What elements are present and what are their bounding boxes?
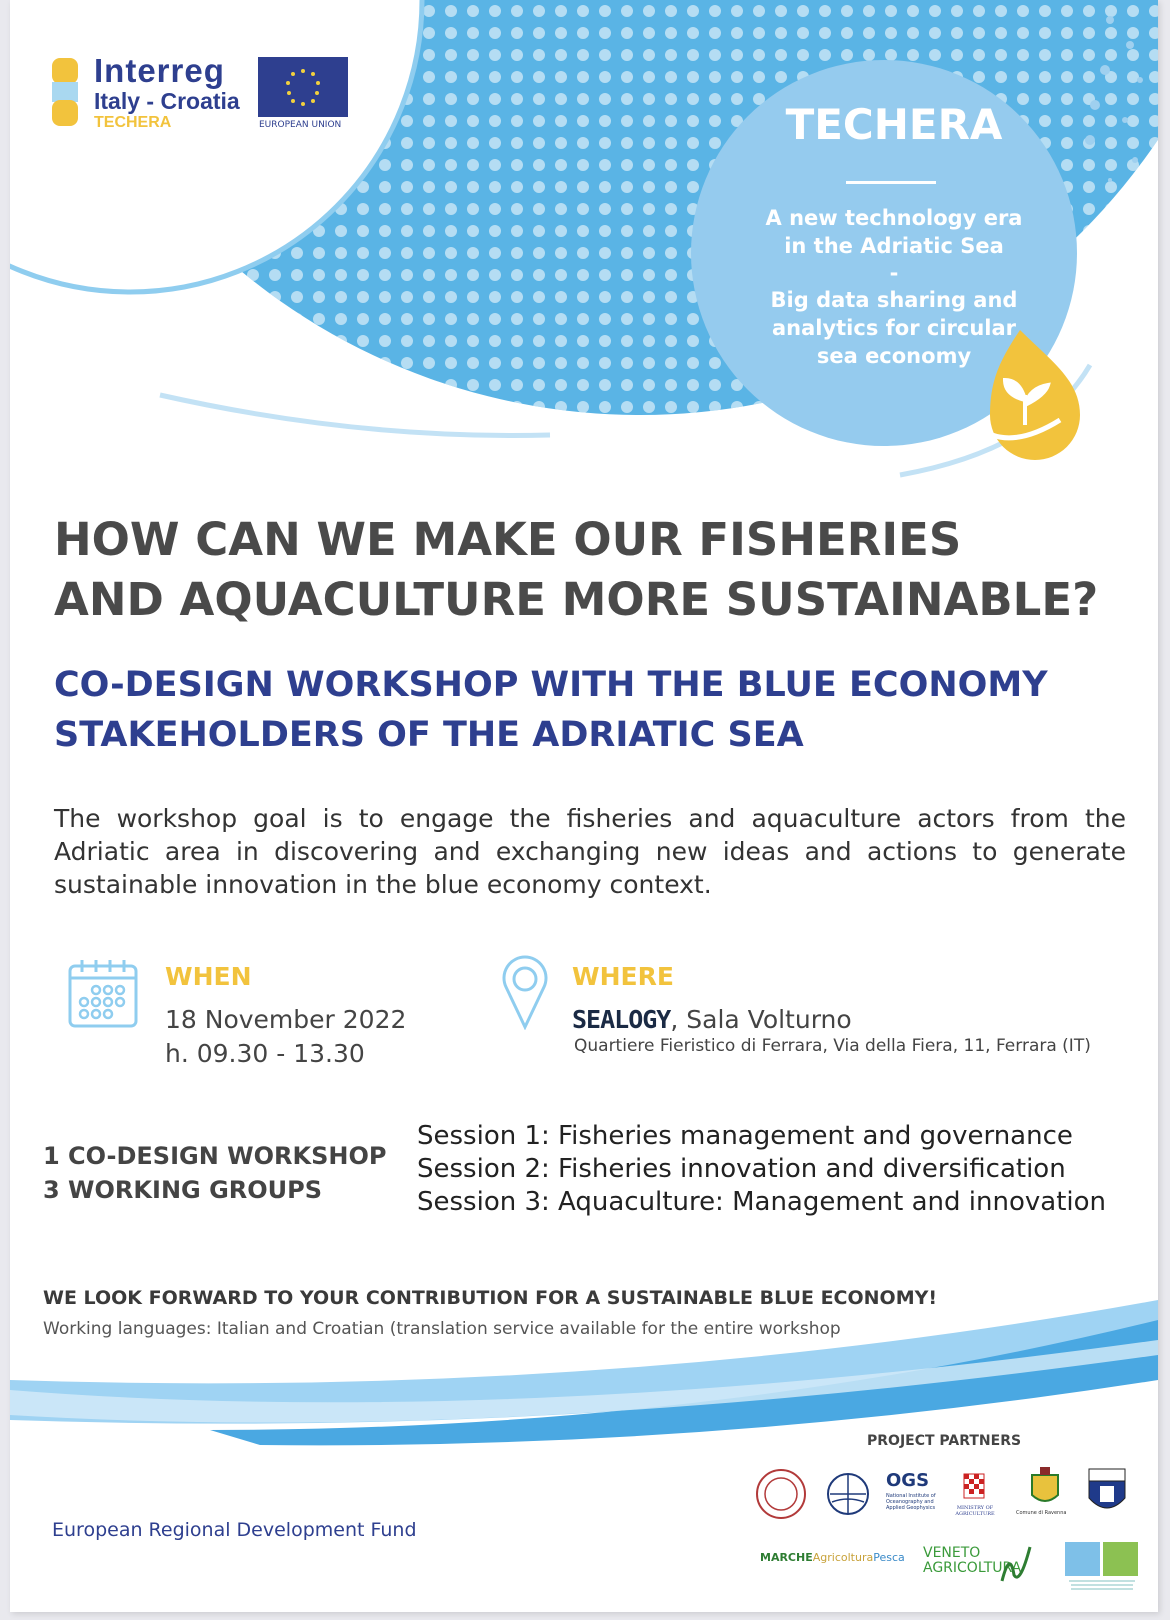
tagline-line: sea economy	[816, 344, 972, 368]
tagline-line: A new technology era	[765, 206, 1023, 230]
when-time: h. 09.30 - 13.30	[165, 1039, 365, 1068]
headline	[54, 510, 1098, 630]
divider	[846, 181, 936, 184]
logo-brand: Interreg	[94, 52, 225, 89]
eu-label: EUROPEAN UNION	[259, 120, 342, 130]
veneto-word: VENETO	[923, 1545, 981, 1561]
eu-flag-icon	[258, 57, 348, 117]
logo-project: TECHERA	[94, 114, 172, 131]
languages-note: Working languages: Italian and Croatian (translation service available for the entire workshop	[43, 1319, 841, 1339]
cta-text: WE LOOK FORWARD TO YOUR CONTRIBUTION FOR A SUSTAINABLE BLUE ECONOMY!	[43, 1287, 938, 1309]
tagline-line: analytics for circular	[771, 316, 1017, 340]
logo-program: Italy - Croatia	[94, 88, 240, 114]
tagline-line: Big data sharing and	[770, 288, 1018, 312]
where-label: WHERE	[572, 962, 674, 991]
sessions-list	[417, 1120, 1106, 1219]
intro-paragraph: The workshop goal is to engage the fisheries and aquaculture actors from the Adriatic area in discovering and exchanging new ideas and actions to generate sustainable innovation in the blue economy context.	[54, 804, 1126, 899]
ogs-name: OGS	[886, 1470, 930, 1491]
session-item: Session 3: Aquaculture: Management and innovation	[417, 1187, 1107, 1217]
pesca-word: Pesca	[873, 1551, 905, 1564]
headline-line: HOW CAN WE MAKE OUR FISHERIES	[54, 513, 962, 566]
erdf-label: European Regional Development Fund	[52, 1519, 417, 1541]
headline-line: AND AQUACULTURE MORE SUSTAINABLE?	[54, 573, 1099, 626]
euroregion-logo	[1065, 1542, 1140, 1594]
calendar-icon	[67, 958, 139, 1030]
ministry-label: MINISTRY OF AGRICULTURE	[955, 1505, 995, 1517]
location-pin-icon	[500, 955, 550, 1030]
agricoltura-word: Agricoltura	[812, 1551, 874, 1564]
format-line: 1 CO-DESIGN WORKSHOP	[43, 1142, 387, 1170]
ravenna-crest-logo	[1028, 1467, 1062, 1507]
agricoltura-word: AGRICOLTURA	[923, 1560, 1022, 1576]
workshop-format	[43, 1139, 386, 1207]
when-date: 18 November 2022	[165, 1005, 407, 1034]
subheadline-line: CO-DESIGN WORKSHOP WITH THE BLUE ECONOMY	[54, 665, 1048, 705]
marche-word: MARCHE	[760, 1551, 813, 1564]
session-item: Session 2: Fisheries innovation and diversification	[417, 1154, 1066, 1184]
poster	[10, 0, 1158, 1612]
partners-title: PROJECT PARTNERS	[867, 1433, 1022, 1449]
format-line: 3 WORKING GROUPS	[43, 1176, 323, 1204]
veneto-swoosh-icon	[1000, 1545, 1045, 1585]
municipality-crest-logo	[1088, 1468, 1126, 1516]
university-seal-logo	[755, 1468, 807, 1520]
ravenna-label: Comune di Ravenna	[1016, 1510, 1067, 1516]
croatia-crest-logo	[963, 1470, 985, 1500]
venue-name: , Sala Volturno	[670, 1005, 852, 1034]
tagline-line: -	[889, 261, 899, 285]
circle-title: TECHERA	[785, 100, 1003, 149]
subheadline	[54, 660, 1048, 760]
marche-logo	[760, 1551, 905, 1564]
where-venue	[572, 1003, 852, 1037]
sealogy-logo: SEALOGY	[572, 1005, 671, 1034]
ogs-globe-logo	[826, 1472, 870, 1516]
interreg-waves-icon	[50, 58, 80, 128]
when-label: WHEN	[165, 962, 252, 991]
circle-tagline	[714, 204, 1074, 370]
ogs-subtitle: National Institute of Oceanography and Applied Geophysics	[886, 1493, 936, 1511]
tagline-line: in the Adriatic Sea	[784, 234, 1004, 258]
subheadline-line: STAKEHOLDERS OF THE ADRIATIC SEA	[54, 715, 804, 755]
session-item: Session 1: Fisheries management and governance	[417, 1121, 1073, 1151]
where-address: Quartiere Fieristico di Ferrara, Via della Fiera, 11, Ferrara (IT)	[574, 1036, 1091, 1056]
